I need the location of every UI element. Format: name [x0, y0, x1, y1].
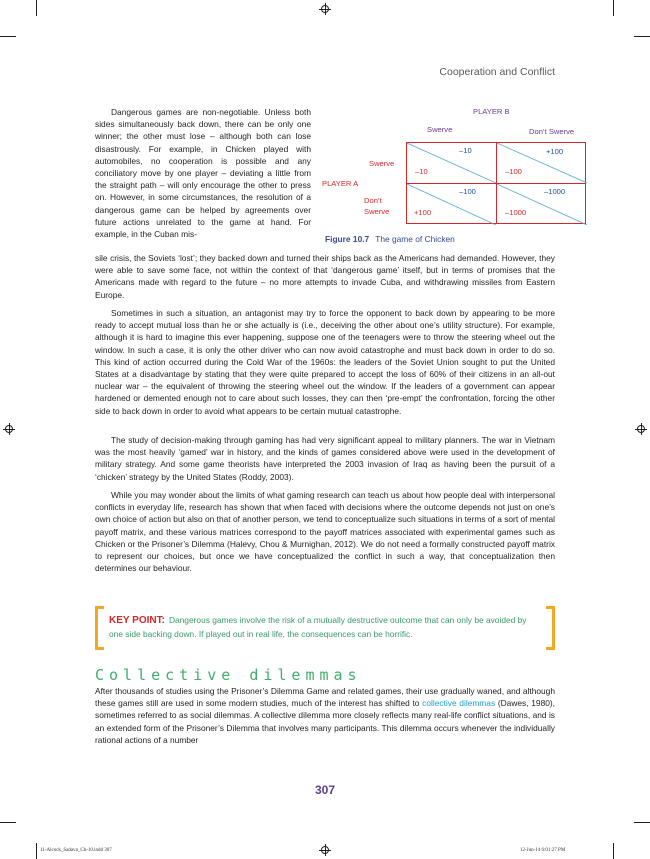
paragraph-3	[95, 434, 555, 483]
figure-title: The game of Chicken	[375, 234, 455, 244]
bracket-left	[95, 606, 104, 650]
crop-mark	[36, 843, 37, 859]
bracket-right	[546, 606, 555, 650]
payoff-a-swerve-dont: –100	[505, 167, 522, 176]
paragraph-1-left-column	[95, 106, 311, 240]
column-swerve-label: Swerve	[427, 125, 453, 134]
section-title: Collective dilemmas	[95, 666, 362, 684]
key-point-label: KEY POINT:	[109, 615, 165, 626]
paragraph-4	[95, 489, 555, 574]
crop-mark	[36, 0, 37, 16]
grid-divider	[407, 183, 585, 184]
cell-diagonal	[497, 143, 587, 183]
section-paragraph	[95, 685, 555, 746]
payoff-a-dont-dont: –1000	[505, 208, 527, 217]
column-dont-swerve-label: Don’t Swerve	[529, 127, 575, 136]
paragraph-text: (Dawes, 1980), sometimes referred to as social dilemmas. A collective dilemma more closely reflects many real-life conflict situations, and is an extended form of the Prisoner’s Dilemma that involves many participants. This dilemma occurs whenever the individually rational actions of a number	[95, 698, 555, 745]
row-dont-swerve-label-line1: Don’t	[364, 196, 382, 205]
payoff-a-dont-swerve: +100	[414, 208, 432, 217]
running-head: Cooperation and Conflict	[439, 66, 555, 78]
cell-diagonal	[497, 184, 587, 225]
player-a-label: PLAYER A	[322, 179, 359, 188]
payoff-b-dont-swerve: –100	[459, 187, 476, 196]
figure-number: Figure 10.7	[325, 234, 370, 244]
crop-mark	[634, 36, 650, 37]
payoff-b-dont-dont: –1000	[544, 187, 566, 196]
crop-mark	[0, 36, 16, 37]
crop-mark	[613, 0, 614, 16]
registration-mark-icon	[319, 3, 331, 15]
paragraph-text: While you may wonder about the limits of what gaming research can teach us about how people deal with interpersonal conflicts in everyday life, research has shown that when faced with decisions where the outcome depends not just on one’s own choice of action but also on that of another person, we tend to conceptualize such situations in terms of a sort of mental payoff matrix, and these various matrices correspond to the payoff matrices associated with experimental games such as Chicken or the Prisoner’s Dilemma (Halevy, Chou & Murnighan, 2012). We do not need a formally constructed payoff matrix to represent our choices, but once we have conceptualized the conflict in such a way, that conceptualization then determines our behaviour.	[95, 490, 555, 574]
key-point-box	[95, 606, 555, 650]
paragraph-text: After thousands of studies using the Prisoner’s Dilemma Game and related games, their use gradually waned, and although these games still are used in some modern studies, much of the interest has shifted to	[95, 686, 555, 709]
cell-diagonal	[407, 184, 496, 225]
payoff-matrix-figure	[320, 104, 586, 246]
key-point-text	[109, 614, 539, 640]
page-number: 307	[314, 783, 336, 797]
payoff-b-swerve-dont: +100	[546, 147, 564, 156]
paragraph-text: The study of decision-making through gaming has had very significant appeal to military planners. The war in Vietnam was the most heavily ‘gamed’ war in history, and the kinds of games considered above were used in the development of military strategy. And some game theorists have interpreted the 2003 invasion of Iraq as having been the pursuit of a ‘chicken’ strategy by the United States (Roddy, 2003).	[95, 435, 555, 482]
registration-mark-icon	[635, 423, 647, 435]
registration-mark-icon	[3, 423, 15, 435]
key-point-body: Dangerous games involve the risk of a mutually destructive outcome that can only be avoided by one side backing down. If played out in real life, the consequences can be horrific.	[109, 615, 527, 639]
crop-mark	[0, 822, 16, 823]
player-b-label: PLAYER B	[473, 107, 510, 116]
crop-mark	[634, 822, 650, 823]
figure-caption	[325, 234, 455, 244]
payoff-grid	[406, 142, 586, 224]
row-dont-swerve-label-line2: Swerve	[364, 207, 390, 216]
registration-mark-icon	[319, 844, 331, 856]
slug-date: 12-Jun-14 6:01:27 PM	[520, 848, 566, 853]
paragraph-2	[95, 307, 555, 417]
crop-mark	[613, 843, 614, 859]
payoff-a-swerve-swerve: –10	[415, 167, 428, 176]
row-swerve-label: Swerve	[369, 159, 395, 168]
payoff-b-swerve-swerve: –10	[459, 146, 472, 155]
collective-dilemmas-link[interactable]: collective dilemmas	[422, 698, 496, 709]
paragraph-text: Dangerous games are non-negotiable. Unless both sides simultaneously back down, there can be only one winner; the other must lose – although both can lose disastrously. For example, in Chicken played with automobiles, no cooperation is possible and any conciliatory move by one player – deviating a little from the straight path – will only encourage the other to press on. However, in some circumstances, the resolution of a dangerous game can be helped by agreements over future actions unrelated to the game at hand. For example, in the Cuban mis-	[95, 107, 311, 240]
slug-file: 11-Alcock_Sadava_Ch-10.indd 307	[40, 848, 112, 853]
paragraph-text: Sometimes in such a situation, an antagonist may try to force the opponent to back down by appearing to be more ready to accept mutual loss than he or she actually is (i.e., deceiving the other about one’s utility structure). For example, although it is hard to imagine this ever happening, suppose one of the teenagers were to throw the steering wheel out the window. In such a case, it is only the other driver who can now avoid catastrophe and must back down in order to do so. This kind of action occurred during the Cold War of the 1960s: the leaders of the Soviet Union sought to put the United States at a disadvantage by stating that they were quite prepared to accept the loss of 60% of their citizens in an all-out nuclear war – the equivalent of throwing the steering wheel out the window. If the leaders of a government can appear hardened or demented enough not to care about such losses, they can then ‘pre-empt’ the confrontation, forcing the other side to back down in order to avoid what appears to be certain mutual catastrophe.	[95, 308, 555, 416]
paragraph-1-continued: sile crisis, the Soviets ‘lost’; they backed down and turned their ships back as the Americans had demanded. However, they were able to save some face, not within the context of that ‘dangerous game’ itself, but in terms of promises that the Americans made with regard to the future – no more attempts to invade Cuba, and withdrawing missiles from Eastern Europe.	[95, 253, 555, 300]
cell-diagonal	[407, 143, 496, 183]
